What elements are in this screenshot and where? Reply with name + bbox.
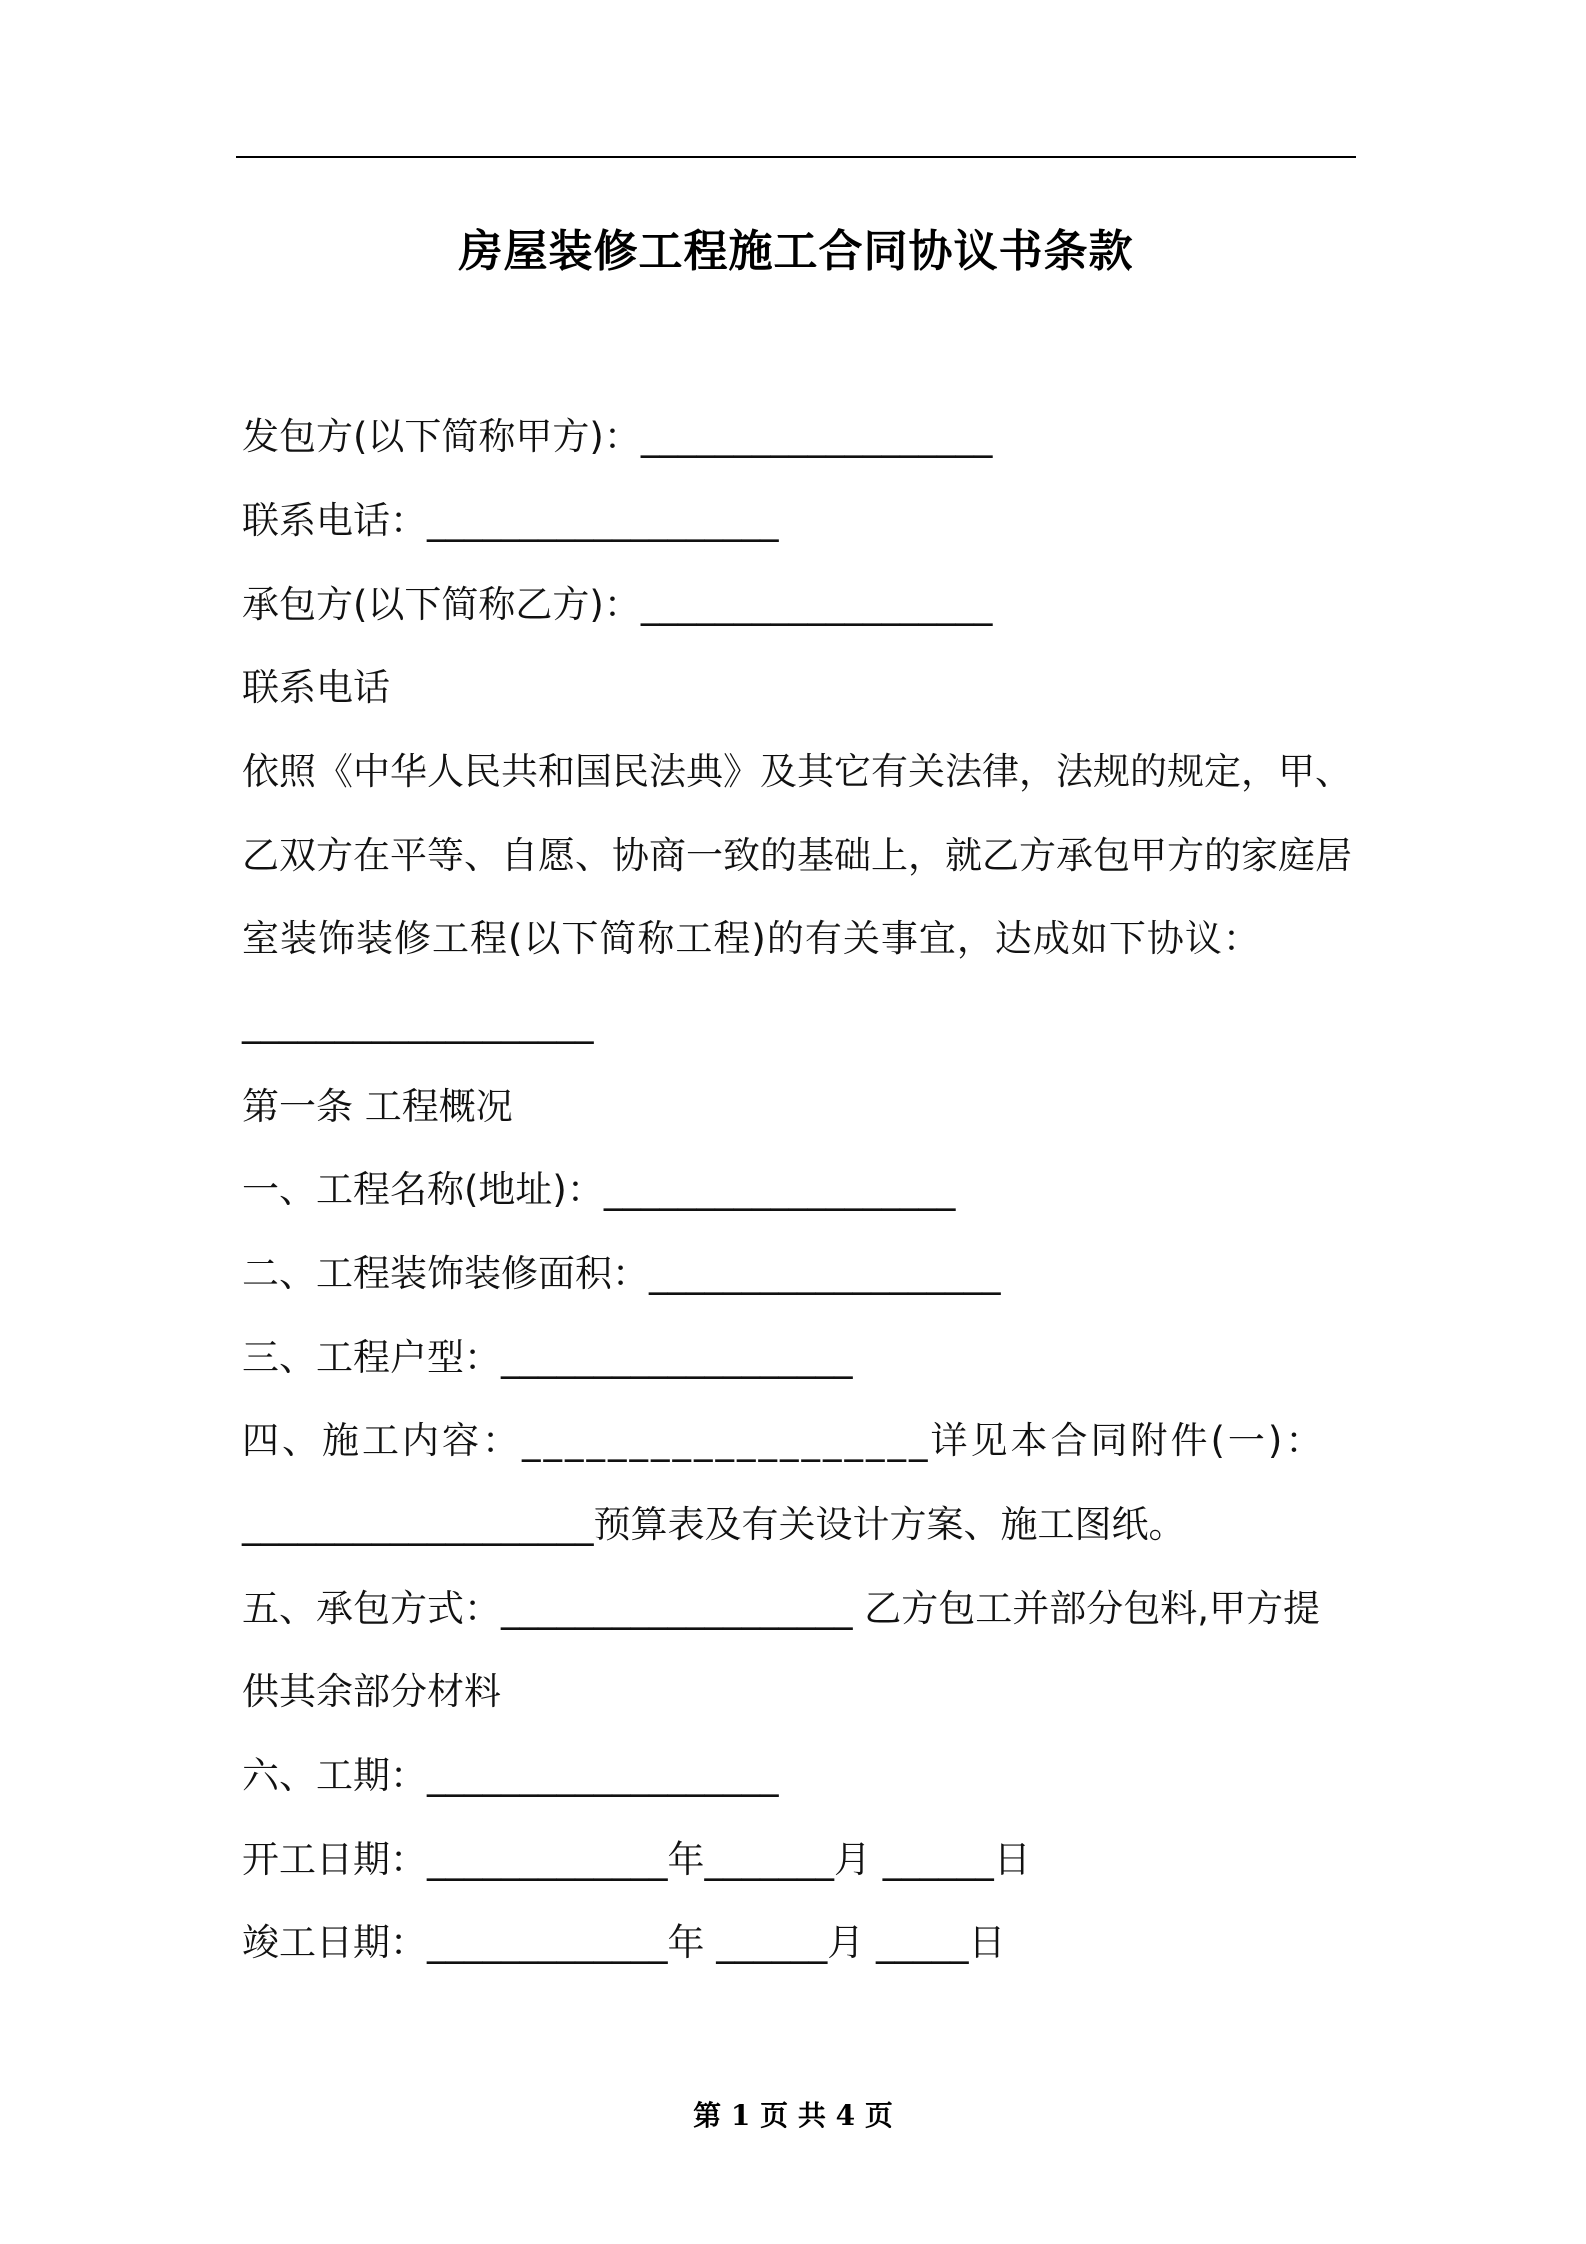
project-name-line: 一、工程名称(地址)：___________________ — [242, 1168, 956, 1211]
paragraph-line: 室装饰装修工程(以下简称工程)的有关事宜，达成如下协议： — [242, 917, 1261, 960]
blank-line: ___________________ — [242, 1001, 594, 1044]
materials-line: 供其余部分材料 — [242, 1670, 501, 1713]
project-type-line: 三、工程户型：___________________ — [242, 1336, 853, 1379]
duration-line: 六、工期：___________________ — [242, 1754, 779, 1797]
paragraph-line: 依照《中华人民共和国民法典》及其它有关法律，法规的规定，甲、 — [242, 750, 1352, 793]
contract-method-line: 五、承包方式：___________________ 乙方包工并部分包料,甲方提 — [242, 1587, 1321, 1630]
section-heading: 第一条 工程概况 — [242, 1085, 513, 1128]
party-b-line: 承包方(以下简称乙方)：___________________ — [242, 583, 993, 626]
end-date-line: 竣工日期：_____________年 ______月 _____日 — [242, 1921, 1006, 1964]
paragraph-line: 乙双方在平等、自愿、协商一致的基础上，就乙方承包甲方的家庭居 — [242, 834, 1352, 877]
party-b-phone-line: 联系电话 — [242, 666, 390, 709]
page-number: 第 1 页 共 4 页 — [693, 2099, 893, 2132]
document-title: 房屋装修工程施工合同协议书条款 — [458, 226, 1134, 277]
party-a-line: 发包方(以下简称甲方)：___________________ — [242, 415, 993, 458]
project-area-line: 二、工程装饰装修面积：___________________ — [242, 1252, 1001, 1295]
construction-content-line: 四、施工内容：___________________详见本合同附件(一)： — [242, 1419, 1326, 1462]
party-a-phone-line: 联系电话：___________________ — [242, 499, 779, 542]
header-rule — [236, 156, 1356, 158]
start-date-line: 开工日期：_____________年_______月 ______日 — [242, 1838, 1031, 1881]
budget-line: ___________________预算表及有关设计方案、施工图纸。 — [242, 1503, 1186, 1546]
